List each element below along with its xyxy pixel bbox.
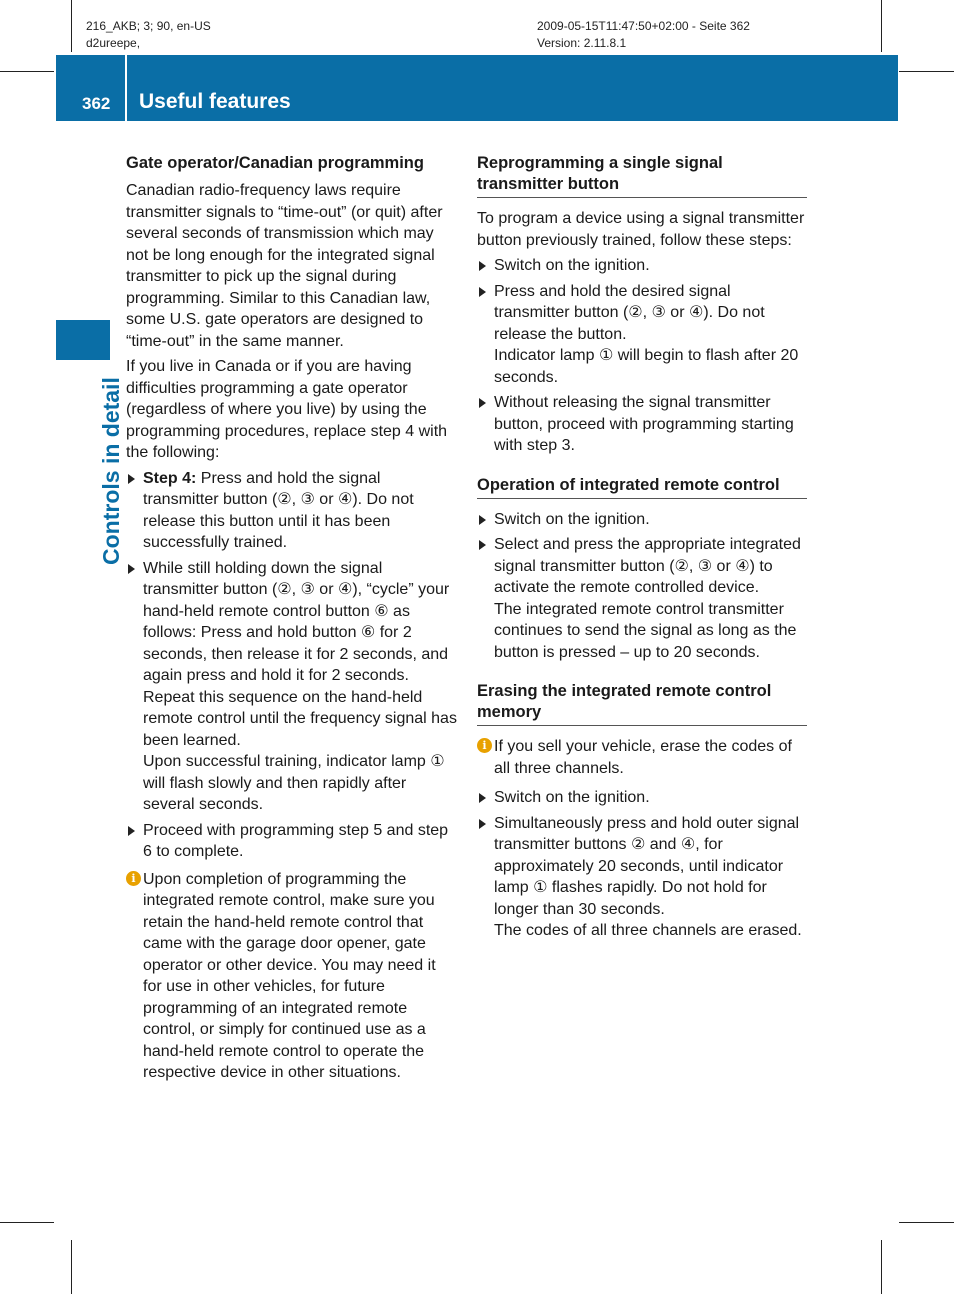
step-text: Press and hold the desired signal transmitter button (②, ③ or ④). Do not release the button. <box>494 282 765 343</box>
step-text: Switch on the ignition. <box>494 510 650 528</box>
info-note <box>126 869 458 1084</box>
step-item <box>477 509 807 531</box>
step-result: The codes of all three channels are erased. <box>494 922 802 939</box>
step-item <box>477 813 807 942</box>
step-item <box>477 392 807 457</box>
step-label: Step 4: <box>143 469 197 487</box>
print-meta-left <box>86 18 211 52</box>
crop-mark <box>0 71 54 72</box>
left-para2: If you live in Canada or if you are having difficulties programming a gate operator (regardless of where you live) by using the programming procedures, replace step 4 with the following: <box>126 358 448 461</box>
print-meta-right-line1: 2009-05-15T11:47:50+02:00 - Seite 362 <box>537 19 750 33</box>
note-text: Upon completion of programming the integrated remote control, make sure you retain the hand-held remote control that came with the garage door opener, gate operator or other device. You may need it for use in other vehicles, for future programming of an integrated remote control, or simply for continued use as a hand-held remote control to operate the respective device in other situations. <box>143 870 436 1081</box>
step-result: Upon successful training, indicator lamp ① will flash slowly and then rapidly after several seconds. <box>143 753 445 813</box>
step-item <box>477 534 807 663</box>
crop-mark <box>0 1222 54 1223</box>
right-column <box>477 153 807 946</box>
header-divider <box>125 55 127 121</box>
step-text: While still holding down the signal transmitter button (②, ③ or ④), “cycle” your hand-held remote control button ⑥ as follows: Press and hold button ⑥ for 2 seconds, then release it for 2 seconds, and again press and hold it for 2 seconds. Repeat this sequence on the hand-held remote control until the frequency signal has been learned. <box>143 559 457 749</box>
heading-erasing: Erasing the integrated remote control memory <box>477 681 807 726</box>
note-text: If you sell your vehicle, erase the codes of all three channels. <box>494 738 792 777</box>
step-text: Switch on the ignition. <box>494 257 650 274</box>
step-text: Proceed with programming step 5 and step 6 to complete. <box>143 821 449 860</box>
step-text: Select and press the appropriate integrated signal transmitter button (②, ③ or ④) to activate the remote controlled device. <box>494 536 801 596</box>
step-result: The integrated remote control transmitter continues to send the signal as long as the button is pressed – up to 20 seconds. <box>494 600 797 661</box>
print-meta-right-line2: Version: 2.11.8.1 <box>537 36 627 50</box>
print-meta-left-line1: 216_AKB; 3; 90, en-US <box>86 19 211 33</box>
step-text: Press and hold the signal transmitter button (②, ③ or ④). Do not release this button until it has been successfully trained. <box>143 469 414 551</box>
info-note <box>477 736 807 779</box>
step-result: Indicator lamp ① will begin to flash after 20 seconds. <box>494 347 799 386</box>
crop-mark <box>899 1222 954 1223</box>
crop-mark <box>71 1240 72 1294</box>
step-item <box>477 787 807 809</box>
step-item <box>477 281 807 389</box>
heading-operation: Operation of integrated remote control <box>477 475 807 499</box>
step-text: Simultaneously press and hold outer signal transmitter buttons ② and ④, for approximately 20 seconds, until indicator lamp ① flashes rapidly. Do not hold for longer than 30 seconds. <box>494 814 800 918</box>
info-icon: i <box>126 871 141 886</box>
side-tab <box>56 320 110 360</box>
crop-mark <box>881 0 882 52</box>
crop-mark <box>899 71 954 72</box>
intro-text: To program a device using a signal transmitter button previously trained, follow these steps: <box>477 210 805 249</box>
step-item <box>126 468 458 554</box>
heading-reprogramming: Reprogramming a single signal transmitter button <box>477 153 807 198</box>
left-column <box>126 153 458 1092</box>
info-icon: i <box>477 738 492 753</box>
left-heading: Gate operator/Canadian programming <box>126 154 424 172</box>
step-text: Without releasing the signal transmitter button, proceed with programming starting with step 3. <box>494 394 794 454</box>
left-para1: Canadian radio-frequency laws require transmitter signals to “time-out” (or quit) after several seconds of transmission which may not be long enough for the integrated signal transmitter to pick up the signal during programming. Similar to this Canadian law, some U.S. gate operators are designed to “time-out” in the same manner. <box>126 182 443 350</box>
crop-mark <box>71 0 72 52</box>
page-number: 362 <box>82 94 111 113</box>
print-meta-right <box>537 18 750 52</box>
step-text: Switch on the ignition. <box>494 789 650 806</box>
step-item <box>126 558 458 816</box>
section-title: Useful features <box>139 90 291 113</box>
print-meta-left-line2: d2ureepe, <box>86 36 141 50</box>
step-item <box>477 255 807 277</box>
step-item <box>126 820 458 863</box>
crop-mark <box>881 1240 882 1294</box>
side-title: Controls in detail <box>98 377 124 565</box>
